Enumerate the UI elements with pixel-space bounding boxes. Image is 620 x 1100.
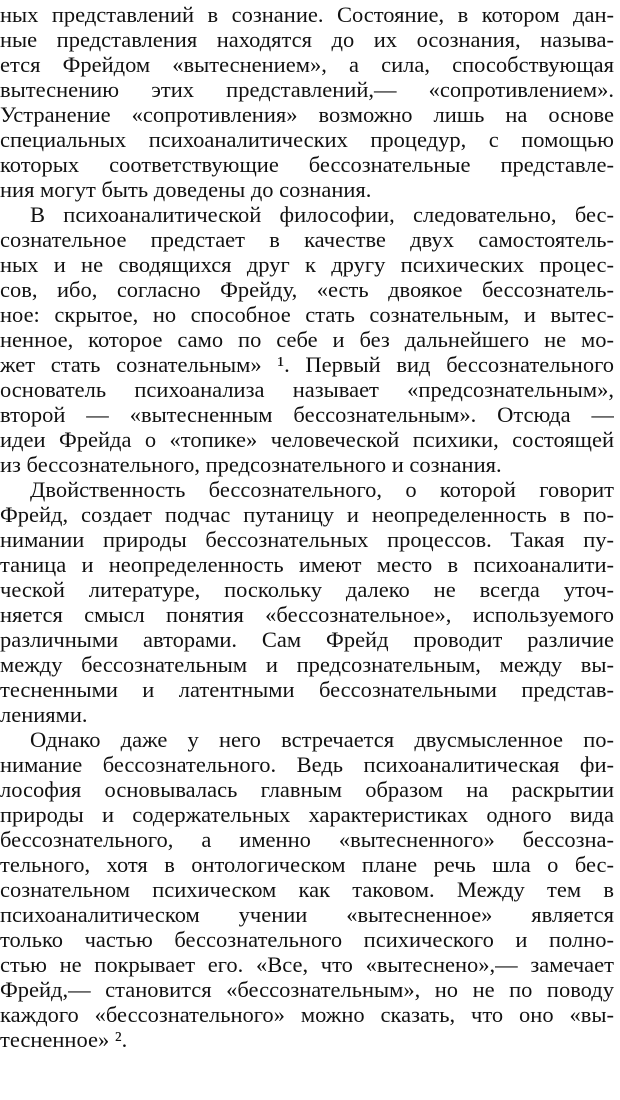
text-line: лениями. xyxy=(0,702,88,727)
text-line: жет стать сознательным» ¹. Первый вид бессознательного xyxy=(0,352,614,377)
text-line: ных представлений в сознание. Состояние, в котором дан- xyxy=(0,2,614,27)
text-line: ное: скрытое, но способное стать сознательным, и вытес- xyxy=(0,302,614,327)
paragraph-first-line: Однако даже у него встречается двусмысленное по- xyxy=(30,727,614,752)
paragraph-first-line: В психоаналитической философии, следовательно, бес- xyxy=(30,202,614,227)
text-line: Фрейд, создает подчас путаницу и неопределенность в по- xyxy=(0,502,614,527)
text-line: няется смысл понятия «бессознательное», используемого xyxy=(0,602,614,627)
text-line: таница и неопределенность имеют место в психоаналити- xyxy=(0,552,614,577)
text-line: тельного, хотя в онтологическом плане речь шла о бес- xyxy=(0,852,614,877)
text-line: только частью бессознательного психического и полно- xyxy=(0,927,614,952)
text-line: ческой литературе, поскольку далеко не всегда уточ- xyxy=(0,577,614,602)
text-line: специальных психоаналитических процедур, с помощью xyxy=(0,127,614,152)
text-line: идеи Фрейда о «топике» человеческой психики, состоящей xyxy=(0,427,614,452)
text-line: ния могут быть доведены до сознания. xyxy=(0,177,372,202)
text-line: основатель психоанализа называет «предсознательным», xyxy=(0,377,614,402)
text-line: природы и содержательных характеристиках одного вида xyxy=(0,802,614,827)
text-line: из бессознательного, предсознательного и сознания. xyxy=(0,452,502,477)
text-line: сознательное предстает в качестве двух самостоятель- xyxy=(0,227,614,252)
text-line: сознательном психическом как таковом. Между тем в xyxy=(0,877,614,902)
text-line: различными авторами. Сам Фрейд проводит различие xyxy=(0,627,614,652)
text-line: ется Фрейдом «вытеснением», а сила, способствующая xyxy=(0,52,614,77)
text-line: Фрейд,— становится «бессознательным», но не по поводу xyxy=(0,977,614,1002)
text-line: каждого «бессознательного» можно сказать, что оно «вы- xyxy=(0,1002,614,1027)
text-line: второй — «вытесненным бессознательным». Отсюда — xyxy=(0,402,614,427)
text-line: тесненное» ². xyxy=(0,1027,128,1052)
paragraph-first-line: Двойственность бессознательного, о которой говорит xyxy=(30,477,614,502)
text-line: психоаналитическом учении «вытесненное» является xyxy=(0,902,614,927)
text-line: Устранение «сопротивления» возможно лишь на основе xyxy=(0,102,614,127)
text-line: ных и не сводящихся друг к другу психических процес- xyxy=(0,252,614,277)
text-line: нимании природы бессознательных процессов. Такая пу- xyxy=(0,527,614,552)
text-line: между бессознательным и предсознательным, между вы- xyxy=(0,652,614,677)
text-line: ненное, которое само по себе и без дальнейшего не мо- xyxy=(0,327,614,352)
text-line: сов, ибо, согласно Фрейду, «есть двоякое бессознатель- xyxy=(0,277,614,302)
text-line: которых соответствующие бессознательные представле- xyxy=(0,152,614,177)
text-line: ные представления находятся до их осознания, называ- xyxy=(0,27,614,52)
text-line: бессознательного, а именно «вытесненного» бессозна- xyxy=(0,827,614,852)
text-line: вытеснению этих представлений,— «сопротивлением». xyxy=(0,77,614,102)
text-line: нимание бессознательного. Ведь психоаналитическая фи- xyxy=(0,752,614,777)
text-line: лософия основывалась главным образом на раскрытии xyxy=(0,777,614,802)
text-line: тесненными и латентными бессознательными представ- xyxy=(0,677,614,702)
text-line: стью не покрывает его. «Все, что «вытеснено»,— замечает xyxy=(0,952,614,977)
